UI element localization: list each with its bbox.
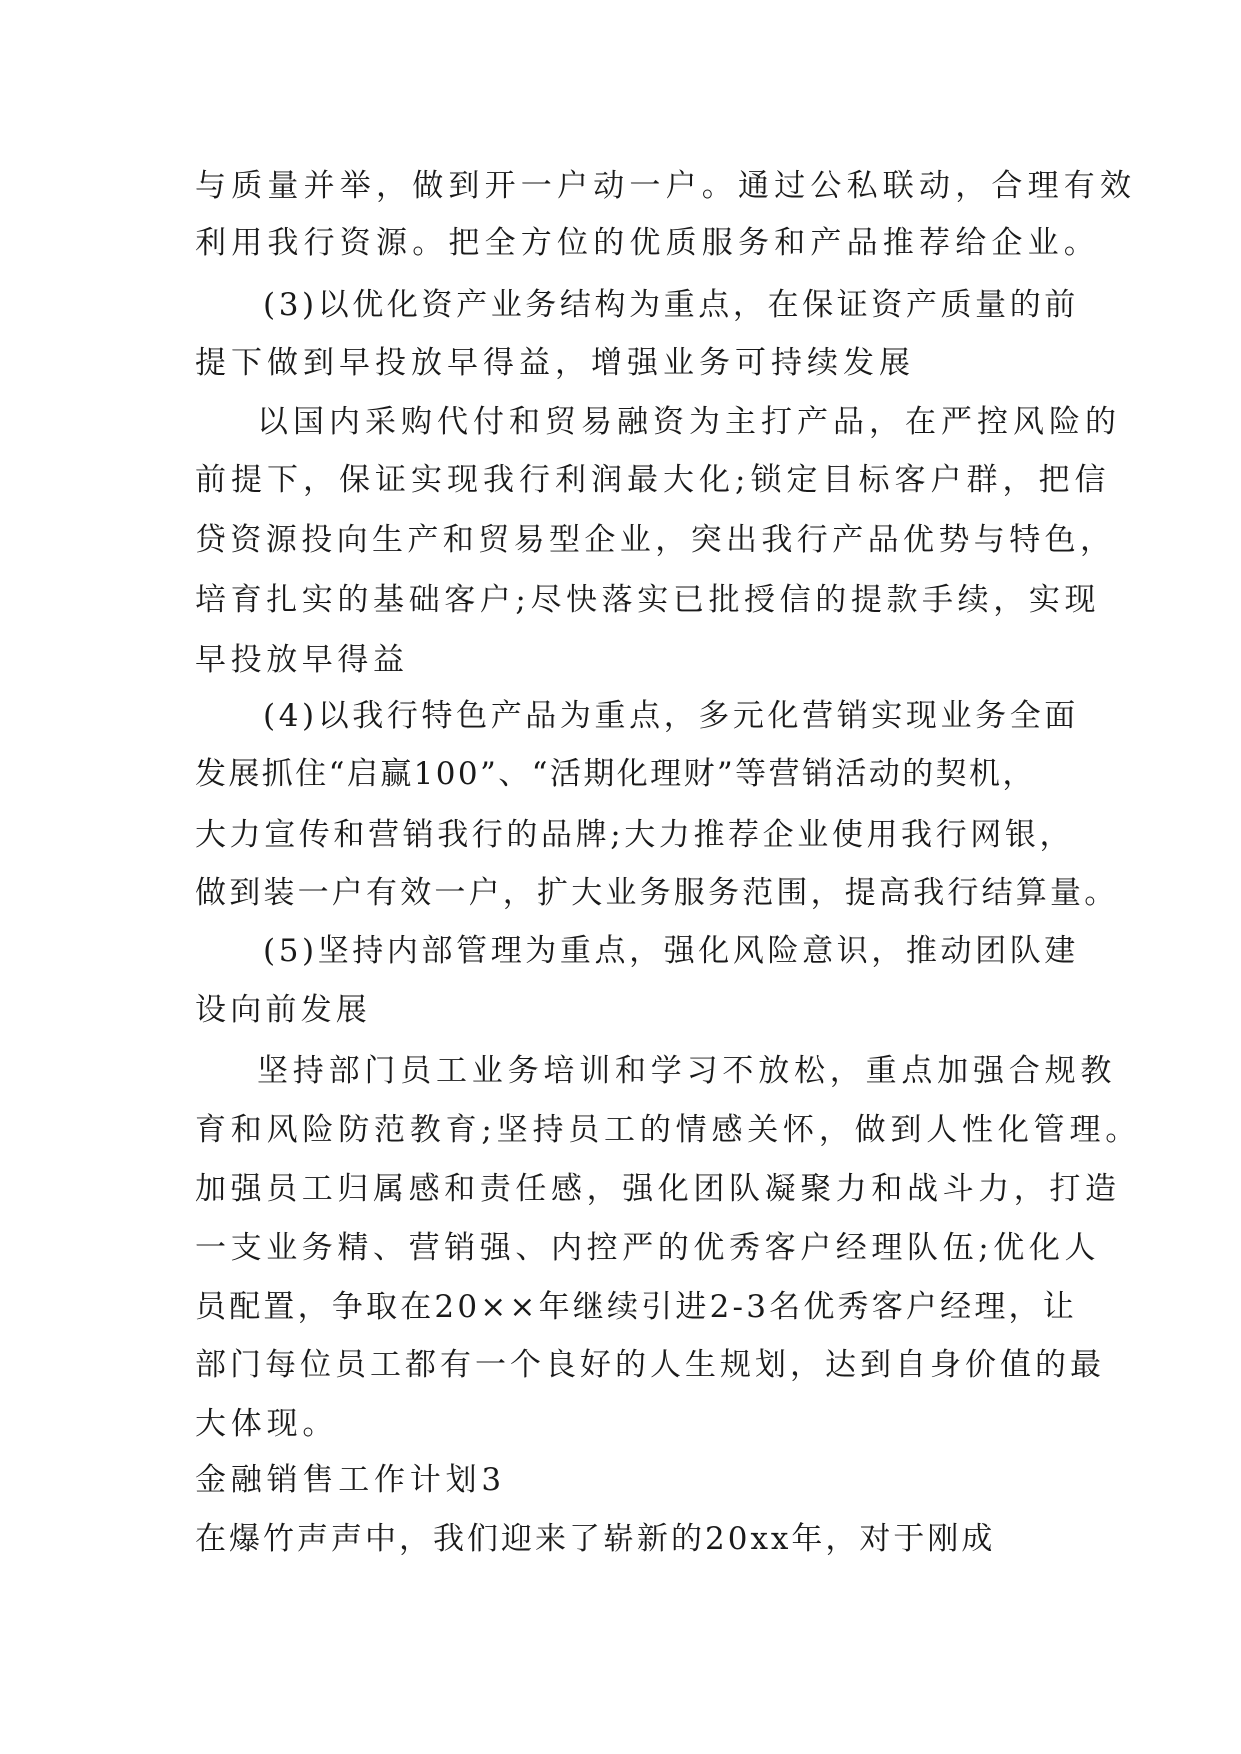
paragraph-line: 坚持部门员工业务培训和学习不放松，重点加强合规教 bbox=[257, 1053, 1117, 1089]
section-heading-4: (4)以我行特色产品为重点，多元化营销实现业务全面 bbox=[263, 698, 1079, 734]
paragraph-line: 前提下，保证实现我行利润最大化;锁定目标客户群，把信 bbox=[195, 462, 1111, 498]
section-heading-3-cont: 提下做到早投放早得益，增强业务可持续发展 bbox=[195, 345, 915, 381]
paragraph-line: 员配置，争取在20××年继续引进2-3名优秀客户经理，让 bbox=[195, 1289, 1077, 1325]
paragraph-line: 以国内采购代付和贸易融资为主打产品，在严控风险的 bbox=[257, 404, 1121, 440]
paragraph-line: 大体现。 bbox=[195, 1406, 339, 1442]
paragraph-line: 育和风险防范教育;坚持员工的情感关怀，做到人性化管理。 bbox=[195, 1112, 1142, 1148]
paragraph-line: 大力宣传和营销我行的品牌;大力推荐企业使用我行网银， bbox=[195, 817, 1075, 853]
paragraph-line: 发展抓住“启赢100”、“活期化理财”等营销活动的契机， bbox=[195, 756, 1036, 792]
paragraph-line: 在爆竹声声中，我们迎来了崭新的20xx年，对于刚成 bbox=[195, 1521, 996, 1557]
paragraph-line: 一支业务精、营销强、内控严的优秀客户经理队伍;优化人 bbox=[195, 1230, 1101, 1266]
section-heading-5: (5)坚持内部管理为重点，强化风险意识，推动团队建 bbox=[263, 933, 1079, 969]
paragraph-line: 早投放早得益 bbox=[195, 642, 409, 678]
paragraph-line: 做到装一户有效一户，扩大业务服务范围，提高我行结算量。 bbox=[195, 875, 1119, 911]
section-heading-5-cont: 设向前发展 bbox=[195, 992, 371, 1028]
paragraph-line: 加强员工归属感和责任感，强化团队凝聚力和战斗力，打造 bbox=[195, 1171, 1121, 1207]
paragraph-line: 培育扎实的基础客户;尽快落实已批授信的提款手续，实现 bbox=[195, 582, 1101, 618]
document-title: 金融销售工作计划3 bbox=[195, 1462, 506, 1498]
paragraph-line: 部门每位员工都有一个良好的人生规划，达到自身价值的最 bbox=[195, 1347, 1105, 1383]
paragraph-line: 贷资源投向生产和贸易型企业，突出我行产品优势与特色， bbox=[195, 522, 1116, 558]
paragraph-line: 利用我行资源。把全方位的优质服务和产品推荐给企业。 bbox=[195, 225, 1100, 261]
section-heading-3: (3)以优化资产业务结构为重点，在保证资产质量的前 bbox=[263, 287, 1079, 323]
paragraph-line: 与质量并举，做到开一户动一户。通过公私联动，合理有效 bbox=[195, 168, 1137, 204]
